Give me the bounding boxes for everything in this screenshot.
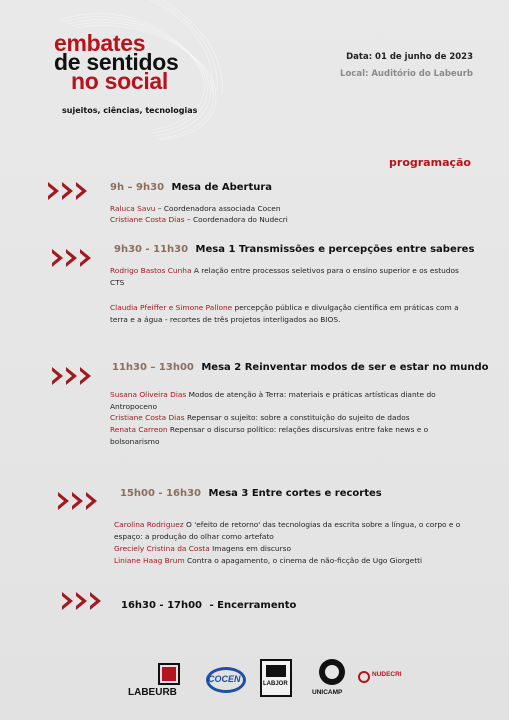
- labjor-logo: [258, 659, 294, 699]
- labeurb-logo: [128, 663, 182, 699]
- title-line-1: embates: [54, 30, 146, 56]
- session-name: Mesa 3 Entre cortes e recortes: [208, 488, 382, 499]
- sponsor-logos: [0, 655, 509, 705]
- session-name: Mesa 2 Reinventar modos de ser e estar no mundo: [201, 362, 489, 373]
- event-date: Data: 01 de junho de 2023: [346, 52, 473, 62]
- cocen-logo-text: COCEN: [208, 674, 241, 684]
- list-item: [114, 519, 474, 542]
- talk-title: Modos de atenção à Terra: materiais e práticas artísticas diante do Antropoceno: [110, 390, 436, 411]
- list-item: [110, 302, 470, 325]
- session-name: Mesa 1 Transmissões e percepções entre saberes: [195, 244, 475, 255]
- event-location: Local: Auditório do Labeurb: [340, 69, 473, 79]
- arrows-icon: [52, 367, 102, 387]
- title-line-3: no social: [71, 68, 168, 94]
- title-line-2: de sentidos: [54, 49, 179, 75]
- speaker-name: Raluca Savu: [110, 204, 156, 213]
- labeurb-logo-text: LABEURB: [128, 687, 177, 698]
- talk-title: Imagens em discurso: [209, 544, 291, 553]
- event-subtitle: sujeitos, ciências, tecnologias: [62, 106, 198, 115]
- speaker-role: – Coordenadora do Nudecri: [184, 215, 288, 224]
- session-heading: [120, 488, 382, 499]
- list-item: [110, 412, 470, 424]
- session-heading: [114, 244, 474, 255]
- session-time: 9h – 9h30: [110, 182, 165, 193]
- list-item: [110, 265, 470, 288]
- talk-title: Repensar o sujeito: sobre a constituição do sujeito de dados: [184, 413, 410, 422]
- session-heading: [112, 362, 489, 373]
- programacao-heading: programação: [389, 156, 471, 169]
- speaker-name: Susana Oliveira Dias: [110, 390, 187, 399]
- speaker-name: Cristiane Costa Dias: [110, 215, 185, 224]
- session-heading: [121, 600, 296, 611]
- session-time: 15h00 - 16h30: [120, 488, 202, 499]
- arrows-icon: [58, 492, 108, 512]
- session-time: 11h30 – 13h00: [112, 362, 194, 373]
- event-title: [54, 30, 179, 94]
- unicamp-logo-text: UNICAMP: [312, 689, 343, 696]
- list-item: [110, 214, 470, 226]
- nudecri-logo-text: NUDECRI: [372, 671, 402, 678]
- talk-title: Repensar o discurso político: relações discursivas entre fake news e o bolsonarismo: [110, 425, 429, 446]
- talk-title: O 'efeito de retorno' das tecnologias da escrita sobre a língua, o corpo e o espaço: a produção do olhar como artefato: [114, 520, 461, 541]
- labjor-logo-text: LABJOR: [263, 681, 288, 687]
- arrows-icon: [48, 182, 98, 202]
- list-item: [110, 389, 470, 412]
- speaker-role: – Coordenadora associada Cocen: [155, 204, 281, 213]
- speaker-name: Claudia Pfeiffer e Simone Pallone: [110, 303, 233, 312]
- talk-title: percepção pública e divulgação científica em práticas com a terra e a água - recortes de três projetos interligados ao BIOS.: [110, 303, 459, 324]
- speaker-name: Rodrigo Bastos Cunha: [110, 266, 192, 275]
- speaker-name: Carolina Rodriguez: [114, 520, 184, 529]
- arrows-icon: [52, 249, 102, 269]
- session-name: Mesa de Abertura: [171, 182, 273, 193]
- arrows-icon: [62, 592, 112, 612]
- speaker-name: Renata Carreon: [110, 425, 168, 434]
- list-item: [114, 555, 474, 567]
- session-time: 16h30 - 17h00: [121, 600, 203, 611]
- list-item: [110, 203, 470, 215]
- speaker-name: Cristiane Costa Dias: [110, 413, 185, 422]
- list-item: [110, 424, 470, 447]
- session-time: 9h30 - 11h30: [114, 244, 189, 255]
- nudecri-logo: [358, 669, 406, 689]
- speaker-name: Greciely Cristina da Costa: [114, 544, 210, 553]
- session-name: - Encerramento: [209, 600, 297, 611]
- unicamp-logo: [312, 659, 352, 701]
- speaker-name: Liniane Haag Brum: [114, 556, 185, 565]
- talk-title: Contra o apagamento, o cinema de não-ficção de Ugo Giorgetti: [184, 556, 423, 565]
- cocen-logo: [202, 665, 250, 695]
- talk-title: A relação entre processos seletivos para o ensino superior e os estudos CTS: [110, 266, 459, 287]
- session-heading: [110, 182, 272, 193]
- list-item: [114, 543, 474, 555]
